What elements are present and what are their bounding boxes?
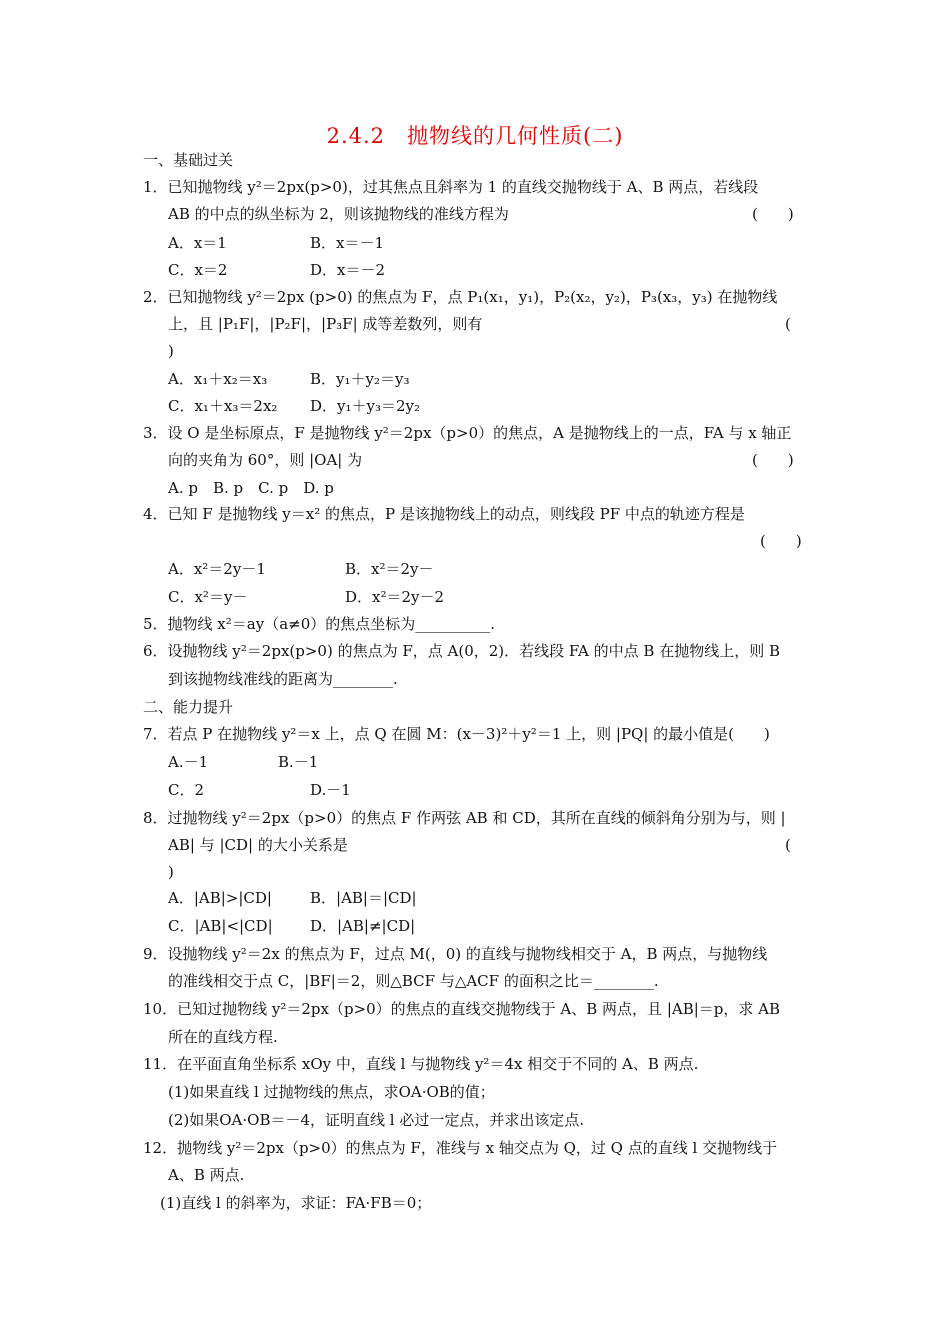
option-d: D．y₁＋y₃＝2y₂ <box>310 397 421 415</box>
question-4-line-1: 4．已知 F 是抛物线 y＝x² 的焦点，P 是该抛物线上的动点，则线段 PF 中点的轨迹方程是 <box>143 505 745 523</box>
answer-bracket-open: ( <box>785 836 791 854</box>
question-10-line-1: 10．已知过抛物线 y²＝2px（p>0）的焦点的直线交抛物线于 A、B 两点，且 |AB|＝p，求 AB <box>143 1000 781 1018</box>
option-c: C．2 <box>168 781 205 799</box>
question-11-line-1: 11．在平面直角坐标系 xOy 中，直线 l 与抛物线 y²＝4x 相交于不同的 A、B 两点. <box>143 1055 699 1073</box>
option-b: B.－1 <box>278 753 319 771</box>
option-a: A．x₁＋x₂＝x₃ <box>168 370 268 388</box>
question-1-line-1: 1．已知抛物线 y²＝2px(p>0)，过其焦点且斜率为 1 的直线交抛物线于 A、B 两点，若线段 <box>143 178 759 196</box>
option-d: D．x＝－2 <box>310 261 386 279</box>
question-2-line-1: 2．已知抛物线 y²＝2px (p>0) 的焦点为 F，点 P₁(x₁，y₁)，P₂(x₂，y₂)，P₃(x₃，y₃) 在抛物线 <box>143 288 778 306</box>
option-d: D.－1 <box>310 781 351 799</box>
option-a: A.－1 <box>168 753 209 771</box>
answer-bracket: ( ) <box>760 532 802 550</box>
option-c: C．x＝2 <box>168 261 228 279</box>
option-c: C．|AB|<|CD| <box>168 917 273 935</box>
question-6-line-2: 到该抛物线准线的距离为________. <box>168 670 398 688</box>
option-b: B．x＝－1 <box>310 234 385 252</box>
answer-bracket-open: ( <box>785 315 791 333</box>
section-heading-advanced: 二、能力提升 <box>143 698 234 716</box>
page-title: 2.4.2 抛物线的几何性质(二) <box>326 124 624 148</box>
answer-bracket: ( ) <box>752 451 794 469</box>
question-11-part-1: (1)如果直线 l 过抛物线的焦点，求OA·OB的值； <box>168 1083 495 1101</box>
option-a: A．x²＝2y－1 <box>168 560 266 578</box>
question-9-line-1: 9．设抛物线 y²＝2x 的焦点为 F，过点 M(，0) 的直线与抛物线相交于 A，B 两点，与抛物线 <box>143 945 768 963</box>
question-3-line-1: 3．设 O 是坐标原点，F 是抛物线 y²＝2px（p>0）的焦点，A 是抛物线上的一点，FA 与 x 轴正 <box>143 424 792 442</box>
question-12-line-1: 12．抛物线 y²＝2px（p>0）的焦点为 F，准线与 x 轴交点为 Q，过 Q 点的直线 l 交抛物线于 <box>143 1139 778 1157</box>
question-3-options: A. p B. p C. p D. p <box>168 479 334 497</box>
answer-bracket: ( ) <box>752 205 794 223</box>
answer-bracket-close: ) <box>168 863 174 881</box>
question-5: 5．抛物线 x²＝ay（a≠0）的焦点坐标为__________. <box>143 615 496 633</box>
option-d: D．x²＝2y－2 <box>345 588 445 606</box>
option-b: B．x²＝2y－ <box>345 560 434 578</box>
question-9-line-2: 的准线相交于点 C，|BF|＝2，则△BCF 与△ACF 的面积之比＝________. <box>168 972 659 990</box>
question-1-line-2: AB 的中点的纵坐标为 2，则该抛物线的准线方程为 <box>168 205 509 223</box>
option-a: A．|AB|>|CD| <box>168 889 272 907</box>
question-7: 7．若点 P 在抛物线 y²＝x 上，点 Q 在圆 M：(x－3)²＋y²＝1 上，则 |PQ| 的最小值是( ) <box>143 725 770 743</box>
question-12-line-2: A、B 两点. <box>168 1166 245 1184</box>
question-8-line-1: 8．过抛物线 y²＝2px（p>0）的焦点 F 作两弦 AB 和 CD，其所在直线的倾斜角分别为与，则 | <box>143 809 786 827</box>
option-a: A．x＝1 <box>168 234 227 252</box>
question-3-line-2: 向的夹角为 60°，则 |OA| 为 <box>168 451 363 469</box>
option-b: B．y₁＋y₂＝y₃ <box>310 370 410 388</box>
option-c: C．x²＝y－ <box>168 588 248 606</box>
question-2-line-2: 上，且 |P₁F|，|P₂F|，|P₃F| 成等差数列，则有 <box>168 315 483 333</box>
option-b: B．|AB|＝|CD| <box>310 889 417 907</box>
section-heading-basic: 一、基础过关 <box>143 151 234 169</box>
question-8-line-2: AB| 与 |CD| 的大小关系是 <box>168 836 348 854</box>
question-6-line-1: 6．设抛物线 y²＝2px(p>0) 的焦点为 F，点 A(0，2)．若线段 FA 的中点 B 在抛物线上，则 B <box>143 642 780 660</box>
question-12-part-1: (1)直线 l 的斜率为，求证：FA·FB＝0； <box>160 1194 432 1212</box>
option-c: C．x₁＋x₃＝2x₂ <box>168 397 278 415</box>
question-10-line-2: 所在的直线方程. <box>168 1028 278 1046</box>
question-11-part-2: (2)如果OA·OB＝－4，证明直线 l 必过一定点，并求出该定点. <box>168 1111 585 1129</box>
answer-bracket-close: ) <box>168 342 174 360</box>
option-d: D．|AB|≠|CD| <box>310 917 416 935</box>
